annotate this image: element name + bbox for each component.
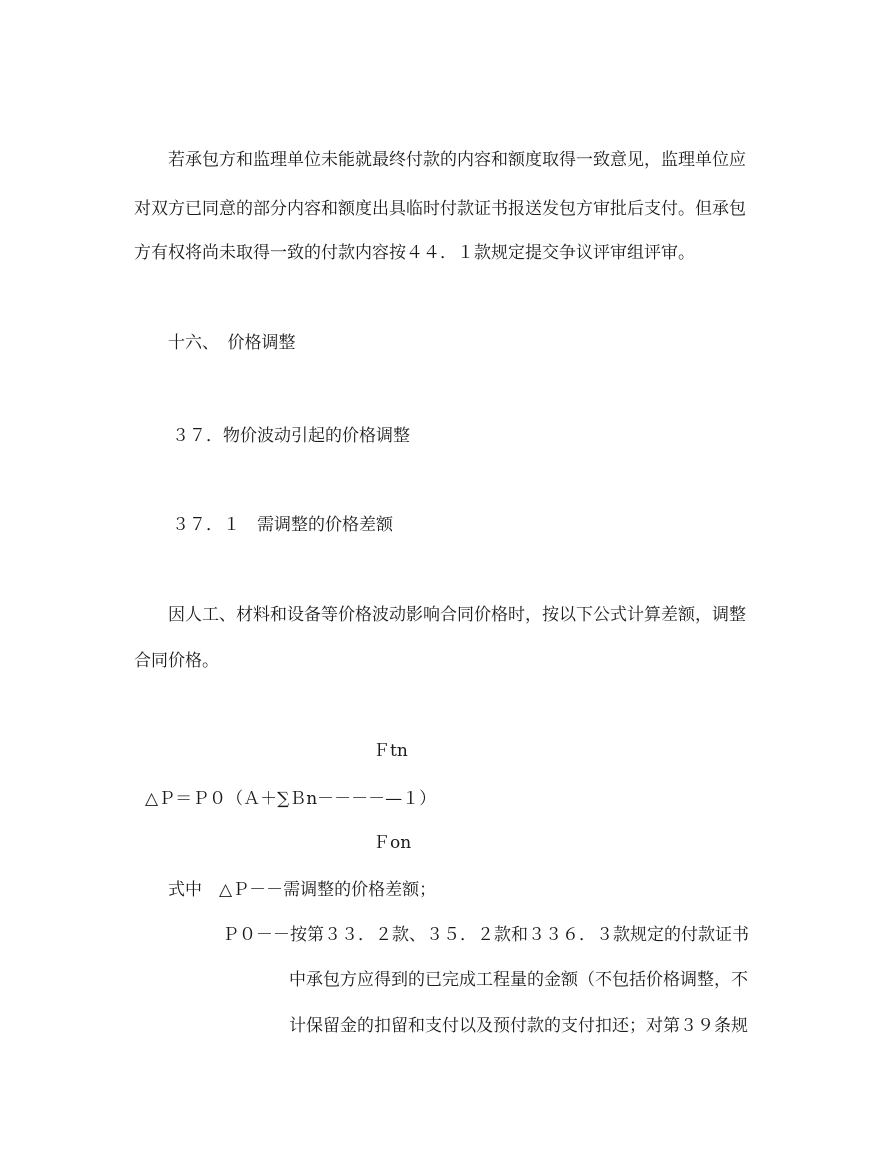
subclause-heading: ３７．１ 需调整的价格差额 [172, 515, 393, 535]
body-line: 因人工、材料和设备等价格波动影响合同价格时，按以下公式计算差额，调整 [168, 605, 746, 625]
definition-line: 式中 △Ｐ－－需调整的价格差额； [168, 880, 437, 900]
paragraph-line: 方有权将尚未取得一致的付款内容按４４．１款规定提交争议评审组评审。 [134, 243, 695, 263]
clause-heading: ３７．物价波动引起的价格调整 [172, 426, 410, 446]
section-heading: 十六、 价格调整 [168, 333, 296, 353]
paragraph-line: 对双方已同意的部分内容和额度出具临时付款证书报送发包方审批后支付。但承包 [134, 199, 746, 219]
formula-numerator: Ｆtn [373, 741, 408, 761]
definition-line: Ｐ０－－按第３３．２款、３５．２款和３３６．３款规定的付款证书 [222, 925, 749, 945]
paragraph-line: 若承包方和监理单位未能就最终付款的内容和额度取得一致意见，监理单位应 [168, 150, 746, 170]
definition-line: 计保留金的扣留和支付以及预付款的支付扣还；对第３９条规 [289, 1016, 748, 1036]
formula-denominator: Ｆon [373, 833, 412, 853]
body-line: 合同价格。 [134, 651, 219, 671]
formula-main: △Ｐ＝Ｐ０（Ａ＋∑Ｂn－－－－—１） [145, 789, 437, 809]
definition-line: 中承包方应得到的已完成工程量的金额（不包括价格调整，不 [289, 970, 748, 990]
